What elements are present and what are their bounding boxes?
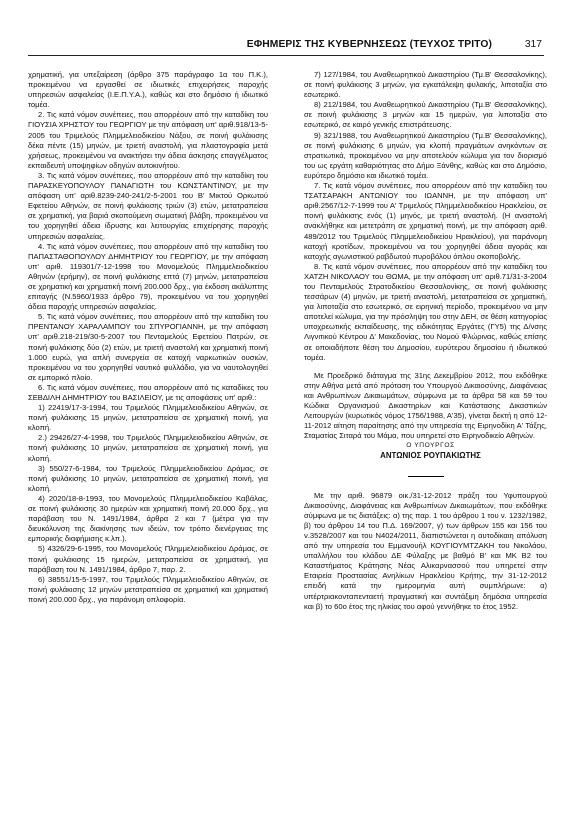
paragraph: 3. Τις κατά νόμον συνέπειες, που απορρέουν από την καταδίκη του ΠΑΡΑΣΚΕΥΟΠΟΥΛΟΥ ΠΑΝΑΓΙΩΤΗ του ΚΩΝΣΤΑΝΤΙΝΟΥ, με την απόφαση υπ' αριθ.8239-240-241/2-5-2001 του Β' Μικτού Ορκωτού Εφετείου Αθηνών, σε ποινή φυλάκισης τριών (3) ετών, μετατραπείσα σε χρηματική, για βαριά σκοπούμενη σωματική βλάβη, προκειμένου να του χορηγηθεί άδεια ίδρυσης και λειτουργίας επιχείρησης παροχής υπηρεσιών ασφαλείας. (28, 170, 268, 241)
page-header (28, 37, 544, 56)
list-item: 3) 550/27-6-1984, του Τριμελούς Πλημμελειοδικείου Δράμας, σε ποινή φυλάκισης 10 μηνών, μετατραπείσα σε χρηματική ποινή, για κλοπή. (28, 463, 268, 493)
closing-paragraph: Με την αριθ. 96879 οικ./31-12-2012 πράξη του Υφυπουργού Δικαιοσύνης, Διαφάνειας και Ανθρωπίνων Δικαιωμάτων, που εκδόθηκε σύμφωνα με τις διατάξεις: α) της παρ. 1 του άρθρου 1 του ν. 1232/1982, β) του άρθρου 14 του Π.Δ. 169/2007, γ) των άρθρων 155 και 156 του ν.3528/2007 και του Ν4024/2011, διαπιστώνεται η αυτοδίκαιη απόλυση από την υπηρεσία του Εμμανουήλ ΚΟΥΓΙΟΥΜΤΖΑΚΗ του Νικολάου, υπαλλήλου του κλάδου ΔΕ Φύλαξης με βαθμό Β' και ΜΚ Β2 του Καταστήματος Κράτησης Νέας Αλικαρνασσού που υπηρετεί στην Εταιρεία Προστασίας Ανηλίκων Ηρακλείου Κρήτης, την 31-12-2012 επειδή κατά την ημερομηνία αυτή συμπλήρωνε: α) υπέρτριακονταπενταετή πραγματική και συντάξιμη δημόσια υπηρεσία και β) το 60ο έτος της ηλικίας του αφού γεννήθηκε το έτος 1952. (304, 490, 547, 611)
list-item: 8) 212/1984, του Αναθεωρητικού Δικαστηρίου (Τμ.Β' Θεσσαλονίκης), σε ποινή φυλάκισης 3 μηνών και 15 ημερών, για λιποταξία στο εσωτερικό, σε καιρό γενικής επιστράτευσης. (304, 100, 547, 130)
list-item: 7) 127/1984, του Αναθεωρητικού Δικαστηρίου (Τμ.Β' Θεσσαλονίκης), σε ποινή φυλάκισης 3 μηνών, για εγκατάλειψη φυλακής, λιποταξία στο εσωτερικό. (304, 70, 547, 100)
decree-paragraph: Με Προεδρικό διάταγμα της 31ης Δεκεμβρίου 2012, που εκδόθηκε στην Αθήνα μετά από πρόταση του Υπουργού Δικαιοσύνης, Διαφάνειας και Ανθρωπίνων Δικαιωμάτων, σύμφωνα με τα άρθρα 58 και 59 του Κώδικα Οργανισμού Δικαστηρίων και Κατάστασης Δικαστικών Λειτουργών (κυρωτικός νόμος 1756/1988, Α'35), γίνεται δεκτή η από 12-11-2012 αίτηση παραίτησης από την υπηρεσία της Ειρηνοδίκη Α' Τάξης, Σταματίας Σιταρά του Μάμα, που υπηρετεί στο Ειρηνοδικείο Αθηνών. (304, 370, 547, 441)
paragraph: 4. Τις κατά νόμον συνέπειες, που απορρέουν από την καταδίκη του ΠΑΠΑΣΤΑΘΟΠΟΥΛΟΥ ΔΗΜΗΤΡΙΟΥ του ΓΕΩΡΓΙΟΥ, με την απόφαση υπ' αριθ. 119301/7-12-1998 του Μονομελούς Πλημμελειοδικείου Αθηνών (ερήμην), σε ποινή φυλάκισης επτά (7) μηνών, μετατραπείσα σε χρηματική και χρηματική ποινή 200.000 δρχ., για έκδοση ακάλυπτης επιταγής (Ν.5960/1933 άρθρο 79), προκειμένου να του χορηγηθεί άδεια παροχής υπηρεσιών ασφαλείας. (28, 241, 268, 312)
paragraph: 6. Τις κατά νόμον συνέπειες, που απορρέουν από τις καταδίκες του ΣΕΒΔΙΛΗ ΔΗΜΗΤΡΙΟΥ του ΒΑΣΙΛΕΙΟΥ, με τις αποφάσεις υπ' αριθ.: (28, 382, 268, 402)
list-item: 5) 4326/29-6-1995, του Μονομελούς Πλημμελειοδικείου Δράμας, σε ποινή φυλάκισης 15 ημερών, μετατραπείσα σε χρηματική, για παράβαση του Ν. 1491/1984, άρθρο 7, παρ. 2. (28, 544, 268, 574)
gazette-title: ΕΦΗΜΕΡΙΣ ΤΗΣ ΚΥΒΕΡΝΗΣΕΩΣ (ΤΕΥΧΟΣ ΤΡΙΤΟ) (246, 39, 492, 50)
paragraph: 7. Τις κατά νόμον συνέπειες, που απορρέουν από την καταδίκη του ΤΣΑΤΣΑΡΑΚΗ ΑΝΤΩΝΙΟΥ του ΙΩΑΝΝΗ, με την απόφαση υπ' αριθ.2567/12-7-1999 του Α' Τριμελούς Πλημμελειοδικείου Ηρακλείου, σε ποινή φυλάκισης ενός (1) μηνός, με τριετή αναστολή. (Η αναστολή ανακλήθηκε και μετετράπη σε χρηματική ποινή, με την απόφαση αριθ. 489/2012 του Τριμελούς Πλημμελειοδικείου Ηρακλείου), για παράνομη κατοχή κροτίδων, προκειμένου να του χορηγηθεί άδεια αγοράς και κατοχής αγωνιστικού ραβδωτού πυροβόλου όπλου σκοποβολής. (304, 181, 547, 261)
paragraph: 2. Τις κατά νόμον συνέπειες, που απορρέουν από την καταδίκη του ΓΙΟΥΣΙΑ ΧΡΗΣΤΟΥ του ΓΕΩΡΓΙΟΥ με την απόφαση υπ' αριθ.918/13-5-2005 του Τριμελούς Πλημμελειοδικείου Νάξου, σε ποινή φυλάκισης δέκα πέντε (15) μηνών, με τριετή αναστολή, για πλαστογραφία μετά χρήσεως, προκειμένου να ανακτήσει την άδεια άσκησης επαγγέλματος εκπαιδευτή υποψηφίων οδηγών αυτοκινήτου. (28, 110, 268, 170)
paragraph: 8. Τις κατά νόμον συνέπειες, που απορρέουν από την καταδίκη του ΧΑΤΖΗ ΝΙΚΟΛΑΟΥ του ΘΩΜΑ, με την απόφαση υπ' αριθ.71/31-3-2004 του Πενταμελούς Στρατοδικείου Θεσσαλονίκης, σε ποινή φυλάκισης τεσσάρων (4) μηνών, με τριετή αναστολή, μετατραπείσα σε χρηματική, για λιποταξία στο εσωτερικό, σε ειρηνική περίοδο, προκειμένου να μην αποτελεί κώλυμα, για την πρόσληψη του στην ΔΕΗ, σε θέση κατηγορίας υποχρεωτικής εκπαίδευσης, της ειδικότητας Εργάτες (ΓΥ5) της Δ/νσης Λιγνιτικού Κέντρου Δ' Μακεδονίας, του Νομού Φλώρινας, καθώς επίσης σε οποιαδήποτε θέση του Δημοσίου, ευρύτερου δημοσίου ή ιδιωτικού τομέα. (304, 261, 547, 362)
list-item: 9) 321/1988, του Αναθεωρητικού Δικαστηρίου (Τμ.Β' Θεσσαλονίκης), σε ποινή φυλάκισης 6 μηνών, για κλοπή πραγμάτων ανηκόντων σε στρατιωτικά, προκειμένου να μην αποτελούν κώλυμα για τον διορισμό του ως εργάτη καθαριότητας στο Δήμο Ξάνθης, καθώς και στο Δημόσιο, ευρύτερο δημόσιο και ιδιωτικό τομέα. (304, 130, 547, 180)
list-item: 1) 22419/17-3-1994, του Τριμελούς Πλημμελειοδικείου Αθηνών, σε ποινή φυλάκισης 15 μηνών, μετατραπείσα σε χρηματική ποινή, για κλοπή. (28, 403, 268, 433)
left-column (28, 70, 268, 605)
list-item: 2.) 29426/27-4-1998, του Τριμελούς Πλημμελειοδικείου Αθηνών, σε ποινή φυλάκισης 10 μηνών, μετατραπείσα σε χρηματική ποινή, για κλοπή. (28, 433, 268, 463)
signature-name: ΑΝΤΩΝΙΟΣ ΡΟΥΠΑΚΙΩΤΗΣ (380, 451, 481, 461)
paragraph: χρηματική, για υπεξαίρεση (άρθρο 375 παράγραφο 1α του Π.Κ.), προκειμένου να εργασθεί σε ιδιωτικές επιχειρήσεις παροχής υπηρεσιών ασφαλείας (Ι.Ε.Π.Υ.Α.), καθώς και στο δημόσιο ή ιδιωτικό τομέα. (28, 70, 268, 110)
list-item: 4) 2020/18-8-1993, του Μονομελούς Πλημμελειοδικείου Καβάλας, σε ποινή φυλάκισης 30 ημερών και χρηματική ποινή 20.000 δρχ., για παράβαση του Ν. 1491/1984, άρθρα 2 και 7 (μέτρα για την διευκόλυνση της διακίνησης των ιδεών, τον τρόπο διενέργειας της εμπορικής διαφήμισης κ.λπ.). (28, 493, 268, 544)
right-column (304, 70, 547, 612)
list-item: 6) 38551/15-5-1997, του Τριμελούς Πλημμελειοδικείου Αθηνών, σε ποινή φυλάκισης 12 μηνών μετατραπείσα σε χρηματική και χρηματική ποινή 200.000 δρχ., για παράνομη οπλοφορία. (28, 574, 268, 604)
signature-label: Ο ΥΠΟΥΡΓΟΣ (406, 442, 455, 450)
paragraph: 5. Τις κατά νόμον συνέπειες, που απορρέουν από την καταδίκη του ΠΡΕΝΤΑΝΟΥ ΧΑΡΑΛΑΜΠΟΥ του ΣΠΥΡΟΓΙΑΝΝΗ, με την απόφαση υπ' αριθ.218-219/30-5-2007 του Πενταμελούς Εφετείου Πατρών, σε ποινή φυλάκισης δύο (2) ετών, με τριετή αναστολή και χρηματική ποινή 1.000 ευρώ, για απλή συνεργεία σε κατοχή ναρκωτικών ουσιών, προκειμένου να του χορηγηθεί ναυτικό φυλλάδιο, για να ναυτολογηθεί σε εμπορικό πλοίο. (28, 312, 268, 382)
section-divider (408, 476, 444, 477)
spacer (304, 363, 547, 371)
page-number: 317 (524, 39, 542, 50)
